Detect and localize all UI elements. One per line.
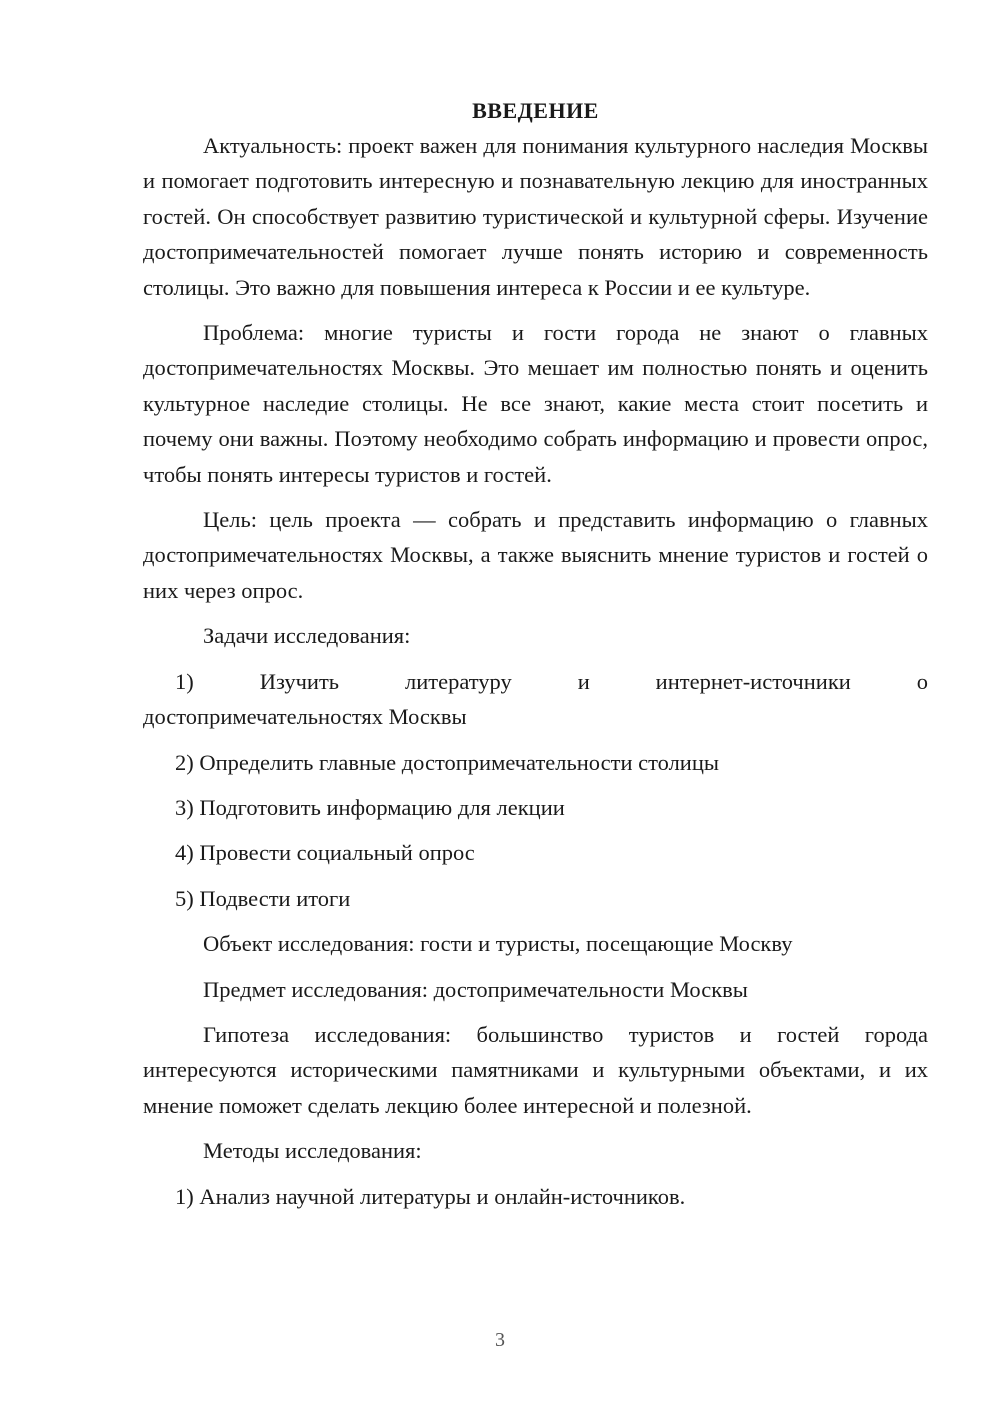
task-item-5: 5) Подвести итоги xyxy=(175,885,351,911)
research-subject: Предмет исследования: достопримечательности Москвы xyxy=(203,976,748,1002)
task-item-1-line-1: 1) Изучить литературу и интернет-источники о xyxy=(175,668,928,694)
hypothesis-paragraph: Гипотеза исследования: большинство туристов и гостей города интересуются историческими памятниками и культурными объектами, и их мнение поможет сделать лекцию более интересной и полезной. xyxy=(143,1021,928,1118)
page-title: ВВЕДЕНИЕ xyxy=(472,98,599,123)
task-item-1 xyxy=(143,664,928,735)
method-item-1: 1) Анализ научной литературы и онлайн-источников. xyxy=(175,1183,686,1209)
document-page xyxy=(143,96,928,1224)
task-item-4: 4) Провести социальный опрос xyxy=(175,840,475,866)
methods-heading: Методы исследования: xyxy=(203,1138,422,1164)
problem-paragraph: Проблема: многие туристы и гости города не знают о главных достопримечательностях Москвы. Это мешает им полностью понять и оценить культурное наследие столицы. Не все знают, какие места стоит посетить и почему они важны. Поэтому необходимо собрать информацию и провести опрос, чтобы понять интересы туристов и гостей. xyxy=(143,320,928,487)
task-item-2: 2) Определить главные достопримечательности столицы xyxy=(175,749,720,775)
page-number: 3 xyxy=(495,1329,505,1351)
task-item-3: 3) Подготовить информацию для лекции xyxy=(175,794,565,820)
research-object: Объект исследования: гости и туристы, посещающие Москву xyxy=(203,931,793,957)
task-item-1-line-2: достопримечательностях Москвы xyxy=(143,704,467,730)
tasks-heading: Задачи исследования: xyxy=(203,623,411,649)
goal-paragraph: Цель: цель проекта — собрать и представить информацию о главных достопримечательностях Москвы, а также выяснить мнение туристов и гостей о них через опрос. xyxy=(143,507,928,603)
relevance-paragraph: Актуальность: проект важен для понимания культурного наследия Москвы и помогает подготовить интересную и познавательную лекцию для иностранных гостей. Он способствует развитию туристической и культурной сферы. Изучение достопримечательностей помогает лучше понять историю и современность столицы. Это важно для повышения интереса к России и ее культуре. xyxy=(143,133,928,300)
